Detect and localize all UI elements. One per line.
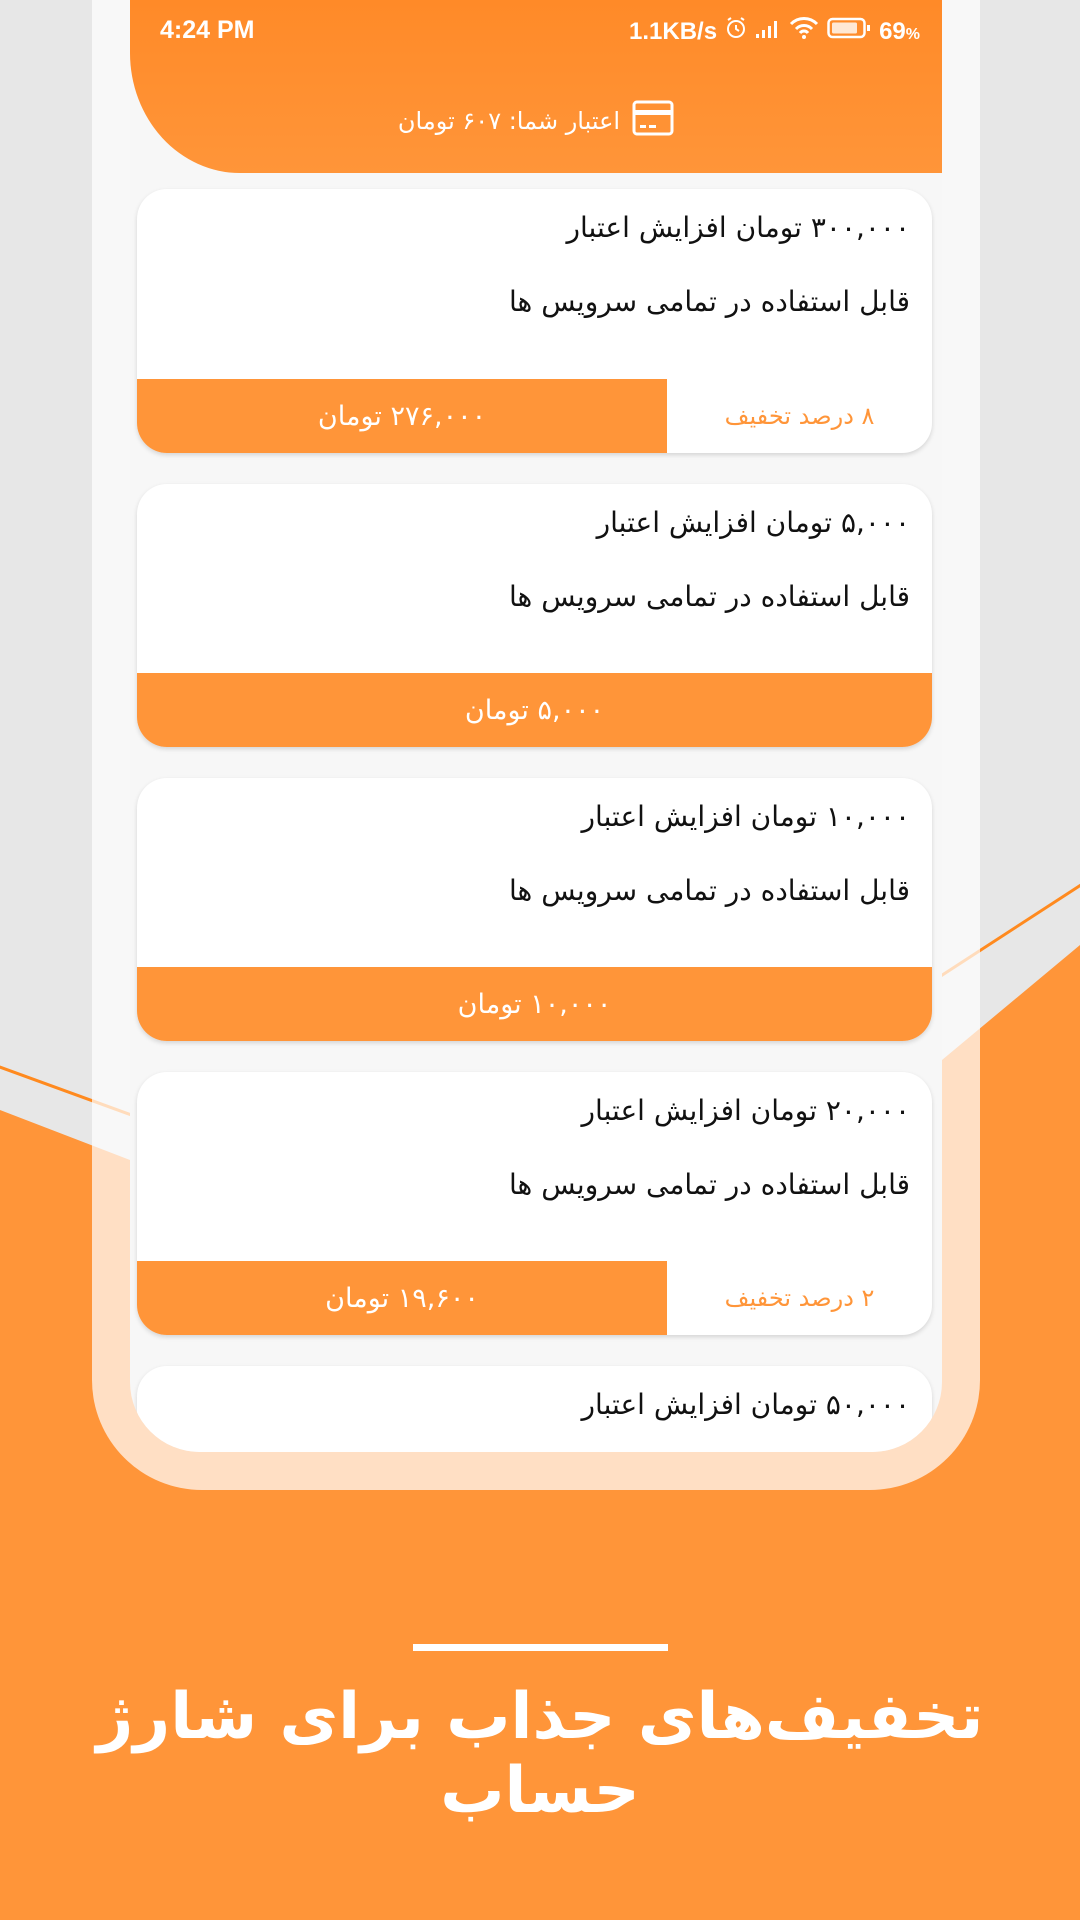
status-indicators [629, 16, 920, 47]
package-title: ۵۰,۰۰۰ تومان افزایش اعتبار [581, 1388, 910, 1421]
package-title: ۳۰۰,۰۰۰ تومان افزایش اعتبار [566, 211, 910, 244]
signal-icon [755, 18, 781, 46]
balance-display [130, 100, 942, 142]
package-card[interactable] [137, 778, 932, 1041]
package-card[interactable] [137, 1072, 932, 1335]
alarm-icon [725, 16, 747, 47]
discount-label: ۲ درصد تخفیف [724, 1284, 875, 1312]
header [130, 0, 942, 173]
package-card[interactable] [137, 484, 932, 747]
buy-price-button[interactable]: ۱۰,۰۰۰ تومان [137, 967, 932, 1041]
package-subtitle: قابل استفاده در تمامی سرویس ها [509, 874, 910, 907]
package-title: ۱۰,۰۰۰ تومان افزایش اعتبار [581, 800, 910, 833]
title-underline [413, 1644, 668, 1651]
discount-label: ۸ درصد تخفیف [724, 402, 875, 430]
package-card[interactable] [137, 1366, 932, 1452]
wifi-icon [789, 16, 819, 47]
package-card[interactable] [137, 189, 932, 453]
buy-price-button[interactable]: ۲۷۶,۰۰۰ تومان [137, 379, 667, 453]
buy-price-button[interactable]: ۵,۰۰۰ تومان [137, 673, 932, 747]
package-subtitle: قابل استفاده در تمامی سرویس ها [509, 580, 910, 613]
buy-price-button[interactable]: ۱۹,۶۰۰ تومان [137, 1261, 667, 1335]
network-speed: 1.1KB/s [629, 17, 718, 45]
promo-title: تخفیف‌های جذاب برای شارژ حساب [96, 1680, 984, 1828]
package-footer [137, 673, 932, 747]
status-bar [130, 0, 942, 62]
battery-icon [827, 17, 871, 46]
package-footer [137, 1261, 932, 1335]
package-title: ۲۰,۰۰۰ تومان افزایش اعتبار [581, 1094, 910, 1127]
app-screen [130, 0, 942, 1452]
credit-card-icon [632, 100, 674, 142]
status-time: 4:24 PM [160, 16, 255, 44]
battery-percent: 69% [879, 17, 920, 45]
package-title: ۵,۰۰۰ تومان افزایش اعتبار [596, 506, 910, 539]
balance-label: اعتبار شما: ۶۰۷ تومان [397, 107, 621, 135]
package-footer [137, 379, 932, 453]
package-subtitle: قابل استفاده در تمامی سرویس ها [509, 285, 910, 318]
package-subtitle: قابل استفاده در تمامی سرویس ها [509, 1168, 910, 1201]
package-footer [137, 967, 932, 1041]
